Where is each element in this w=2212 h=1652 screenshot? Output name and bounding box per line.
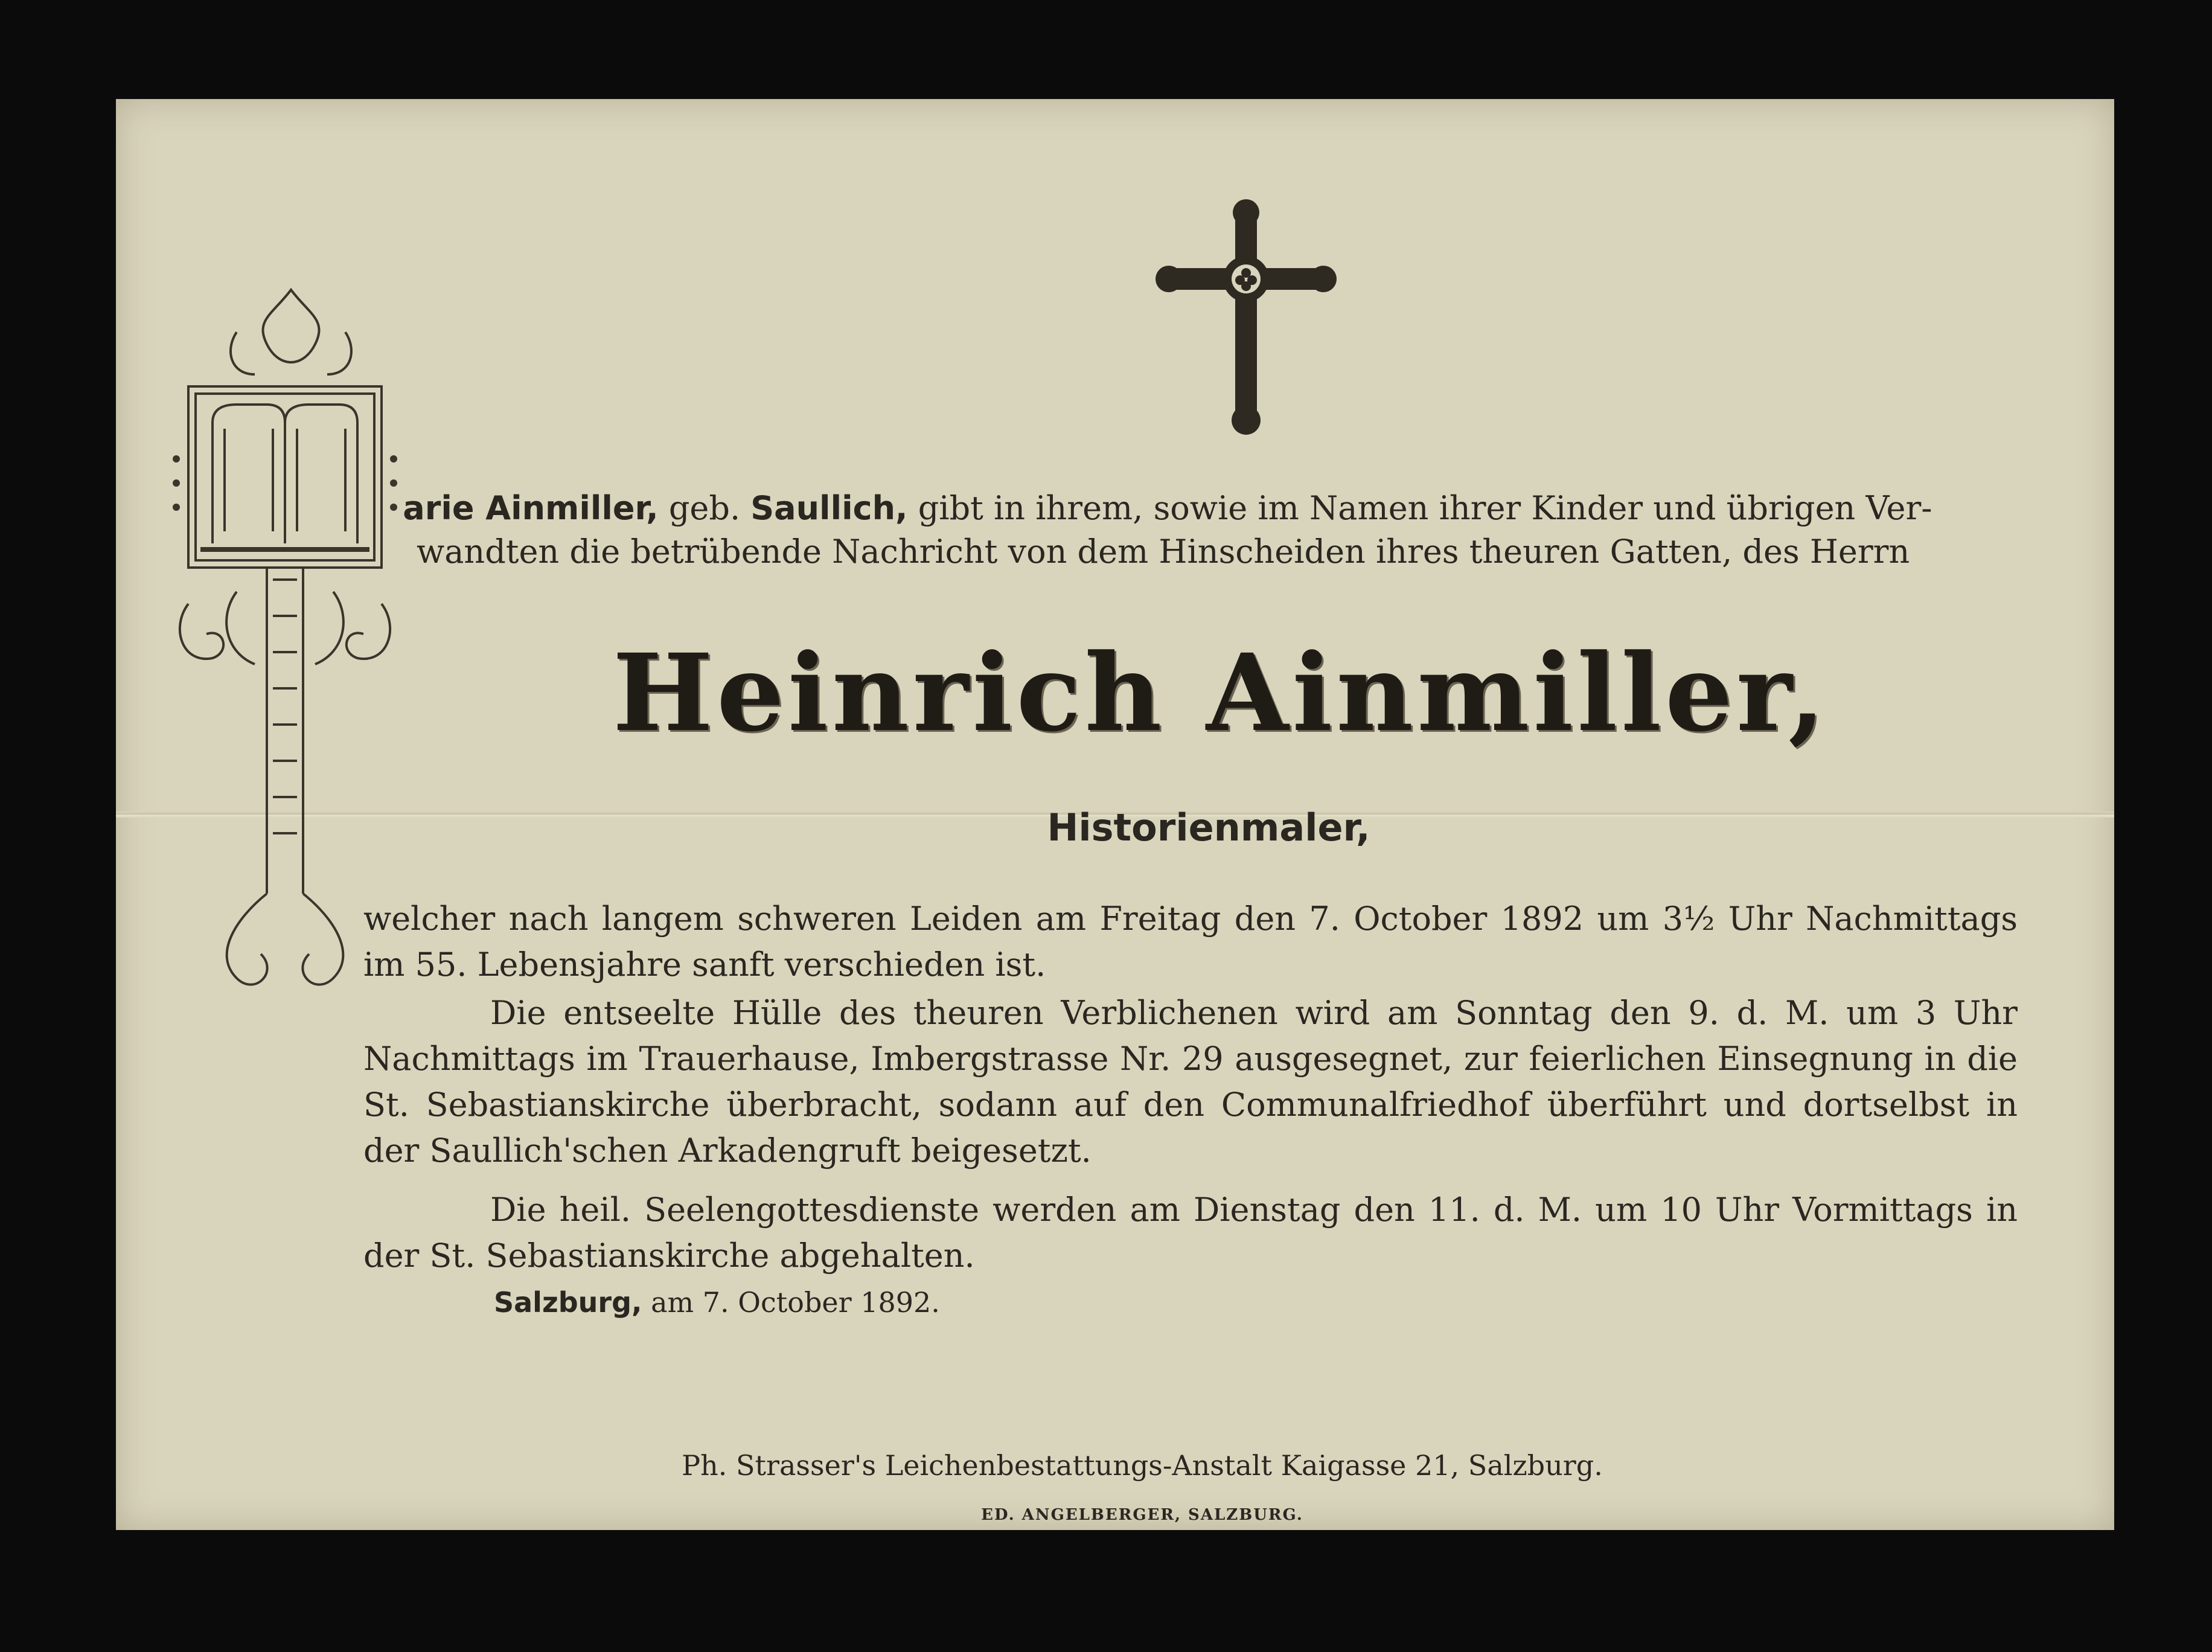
dateline [494, 1286, 940, 1319]
undertaker-footer: Ph. Strasser's Leichenbestattungs-Anstalt Kaigasse 21, Salzburg. [682, 1449, 1603, 1482]
paragraph-mass: Die heil. Seelengottesdienste werden am Dienstag den 11. d. M. um 10 Uhr Vormittags in der St. Sebastianskirche abgehalten. [363, 1191, 2018, 1275]
cross-icon [1156, 196, 1337, 437]
maiden-name: Saullich, [750, 489, 908, 527]
intro-line-1 [369, 485, 2024, 531]
deceased-name: Heinrich Ainmiller, [612, 630, 1829, 755]
intro-line-1-rest: gibt in ihrem, sowie im Namen ihrer Kinder und übrigen Ver- [907, 489, 1932, 527]
profession: Historienmaler, [1047, 805, 1370, 850]
geb-label: geb. [658, 489, 751, 527]
death-notice-card [116, 99, 2114, 1530]
intro-line-2: wandten die betrübende Nachricht von dem Hinscheiden ihres theuren Gatten, des Herrn [417, 533, 1910, 571]
widow-name: arie Ainmiller, [403, 489, 659, 527]
dateline-date: am 7. October 1892. [642, 1286, 940, 1319]
paragraph-burial: Die entseelte Hülle des theuren Verblichenen wird am Sonntag den 9. d. M. um 3 Uhr Nachmittags im Trauerhause, Imbergstrasse Nr. 29 ausgesegnet, zur feierlichen Einsegnung in die St. Sebastianskirche überbracht, sodann auf den Communalfriedhof überführt und dortselbst in der Saullich'schen Arkadengruft beigesetzt. [363, 994, 2018, 1170]
paragraph-death: welcher nach langem schweren Leiden am Freitag den 7. October 1892 um 3½ Uhr Nachmittags im 55. Lebensjahre sanft verschieden ist. [363, 900, 2018, 984]
printer-imprint: ED. ANGELBERGER, SALZBURG. [981, 1506, 1303, 1524]
dateline-place: Salzburg, [494, 1286, 642, 1319]
